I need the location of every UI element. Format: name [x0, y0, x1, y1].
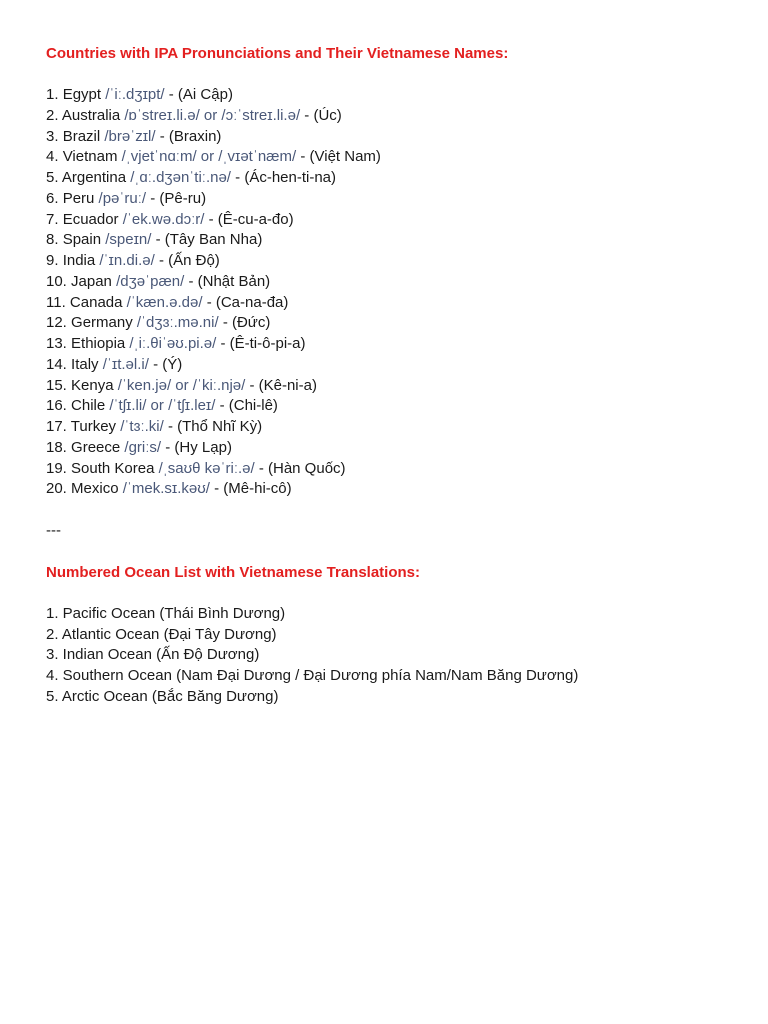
country-list	[46, 85, 746, 500]
ipa-pronunciation: /ˈken.jə/ or /ˈkiː.njə/	[117, 376, 246, 394]
item-number: 1.	[46, 86, 59, 103]
item-number: 4.	[46, 148, 59, 166]
spacer	[46, 500, 746, 521]
country-name: Canada	[69, 293, 123, 311]
vietnamese-name: - (Ai Cập)	[168, 86, 233, 103]
country-list-item	[46, 355, 746, 376]
country-list-item	[46, 85, 746, 106]
country-list-item	[46, 272, 746, 293]
item-number: 9.	[46, 252, 59, 269]
countries-heading: Countries with IPA Pronunciations and Their Vietnamese Names:	[46, 45, 509, 62]
vietnamese-name: - (Ấn Độ)	[158, 252, 220, 269]
country-list-item	[46, 438, 746, 459]
vietnamese-name: - (Ác-hen-ti-na)	[235, 169, 337, 186]
ipa-pronunciation: /ˈmek.sɪ.kəʊ/	[122, 480, 210, 498]
document-page	[46, 44, 746, 708]
country-name: Mexico	[71, 480, 119, 498]
vietnamese-name: - (Kê-ni-a)	[249, 376, 317, 394]
ipa-pronunciation: /ˈiː.dʒɪpt/	[105, 86, 165, 103]
ipa-pronunciation: /ɒˈstreɪ.li.ə/ or /ɔːˈstreɪ.li.ə/	[124, 106, 301, 124]
country-name: Spain	[62, 231, 102, 249]
country-name: Ethiopia	[71, 335, 126, 352]
ipa-pronunciation: /ˈɪn.di.ə/	[99, 252, 155, 269]
country-name: Vietnam	[62, 148, 118, 166]
item-number: 6.	[46, 189, 59, 207]
country-list-item	[46, 147, 746, 168]
ipa-pronunciation: /ˈek.wə.dɔːr/	[122, 210, 205, 228]
country-name: Argentina	[61, 169, 127, 186]
ipa-pronunciation: /ˌiː.θiˈəʊ.pi.ə/	[129, 335, 217, 352]
country-name: Egypt	[62, 86, 102, 103]
item-number: 17.	[46, 418, 67, 435]
vietnamese-name: - (Ê-cu-a-đo)	[208, 210, 294, 228]
country-list-item	[46, 376, 746, 397]
vietnamese-name: - (Tây Ban Nha)	[155, 231, 263, 249]
ocean-list-item: 5. Arctic Ocean (Bắc Băng Dương)	[46, 687, 279, 705]
item-number: 20.	[46, 480, 67, 498]
vietnamese-name: - (Hàn Quốc)	[258, 459, 346, 477]
country-list-item	[46, 189, 746, 210]
ocean-list-item: 3. Indian Ocean (Ấn Độ Dương)	[46, 646, 260, 664]
oceans-heading: Numbered Ocean List with Vietnamese Translations:	[46, 563, 420, 581]
vietnamese-name: - (Úc)	[304, 106, 342, 124]
country-list-item	[46, 417, 746, 438]
ipa-pronunciation: /brəˈzɪl/	[104, 127, 156, 145]
country-name: Japan	[71, 272, 112, 290]
item-number: 10.	[46, 272, 67, 290]
ipa-pronunciation: /pəˈruː/	[98, 189, 147, 207]
country-list-item	[46, 479, 746, 500]
vietnamese-name: - (Mê-hi-cô)	[214, 480, 292, 498]
item-number: 5.	[46, 169, 59, 186]
ipa-pronunciation: /speɪn/	[105, 231, 152, 249]
country-name: India	[62, 252, 96, 269]
ocean-list-item: 1. Pacific Ocean (Thái Bình Dương)	[46, 604, 286, 622]
ipa-pronunciation: /ˈɪt.əl.i/	[102, 355, 149, 373]
ipa-pronunciation: /ˈdʒɜː.mə.ni/	[136, 314, 219, 332]
vietnamese-name: - (Đức)	[222, 314, 271, 332]
country-name: Brazil	[62, 127, 101, 145]
vietnamese-name: - (Thổ Nhĩ Kỳ)	[167, 418, 263, 435]
ocean-list-item: 2. Atlantic Ocean (Đại Tây Dương)	[46, 625, 277, 643]
country-name: Australia	[61, 106, 121, 124]
country-name: South Korea	[71, 459, 155, 477]
item-number: 14.	[46, 355, 67, 373]
spacer	[46, 64, 746, 85]
vietnamese-name: - (Việt Nam)	[300, 148, 381, 166]
country-name: Germany	[71, 314, 133, 332]
country-name: Italy	[71, 355, 99, 373]
country-list-item	[46, 459, 746, 480]
spacer	[46, 542, 746, 563]
ipa-pronunciation: /ˈtʃɪ.li/ or /ˈtʃɪ.leɪ/	[109, 397, 216, 415]
item-number: 2.	[46, 106, 59, 124]
country-name: Kenya	[71, 376, 114, 394]
country-name: Greece	[71, 438, 121, 456]
item-number: 19.	[46, 459, 67, 477]
ipa-pronunciation: /ˌsaʊθ kəˈriː.ə/	[158, 459, 255, 477]
vietnamese-name: - (Chi-lê)	[219, 397, 278, 415]
vietnamese-name: - (Ý)	[153, 355, 183, 373]
country-list-item	[46, 230, 746, 251]
vietnamese-name: - (Ca-na-đa)	[206, 293, 289, 311]
country-name: Turkey	[70, 418, 117, 435]
ocean-list-item: 4. Southern Ocean (Nam Đại Dương / Đại Dương phía Nam/Nam Băng Dương)	[46, 667, 579, 684]
vietnamese-name: - (Ê-ti-ô-pi-a)	[220, 335, 306, 352]
ipa-pronunciation: /ˈtɜː.ki/	[120, 418, 164, 435]
vietnamese-name: - (Nhật Bản)	[188, 272, 271, 290]
country-list-item	[46, 106, 746, 127]
country-list-item	[46, 293, 746, 314]
ipa-pronunciation: /ɡriːs/	[124, 438, 162, 456]
item-number: 15.	[46, 376, 67, 394]
vietnamese-name: - (Pê-ru)	[150, 189, 207, 207]
item-number: 11.	[46, 293, 66, 311]
country-list-item	[46, 127, 746, 148]
ipa-pronunciation: /ˌvjetˈnɑːm/ or /ˌvɪətˈnæm/	[121, 148, 297, 166]
country-list-item	[46, 251, 746, 272]
country-name: Ecuador	[62, 210, 119, 228]
item-number: 8.	[46, 231, 59, 249]
item-number: 13.	[46, 335, 67, 352]
ipa-pronunciation: /ˈkæn.ə.də/	[126, 293, 203, 311]
item-number: 18.	[46, 438, 67, 456]
item-number: 12.	[46, 314, 67, 332]
spacer	[46, 583, 746, 604]
country-list-item	[46, 334, 746, 355]
country-list-item	[46, 210, 746, 231]
country-name: Peru	[62, 189, 95, 207]
item-number: 16.	[46, 397, 67, 415]
vietnamese-name: - (Hy Lạp)	[165, 438, 232, 456]
ipa-pronunciation: /ˌɑː.dʒənˈtiː.nə/	[130, 169, 231, 186]
country-list-item	[46, 396, 746, 417]
ipa-pronunciation: /dʒəˈpæn/	[116, 272, 185, 290]
vietnamese-name: - (Braxin)	[159, 127, 222, 145]
item-number: 3.	[46, 127, 59, 145]
country-list-item	[46, 168, 746, 189]
item-number: 7.	[46, 210, 59, 228]
country-name: Chile	[71, 397, 106, 415]
country-list-item	[46, 313, 746, 334]
separator-line: ---	[46, 522, 61, 539]
ocean-list	[46, 604, 746, 708]
